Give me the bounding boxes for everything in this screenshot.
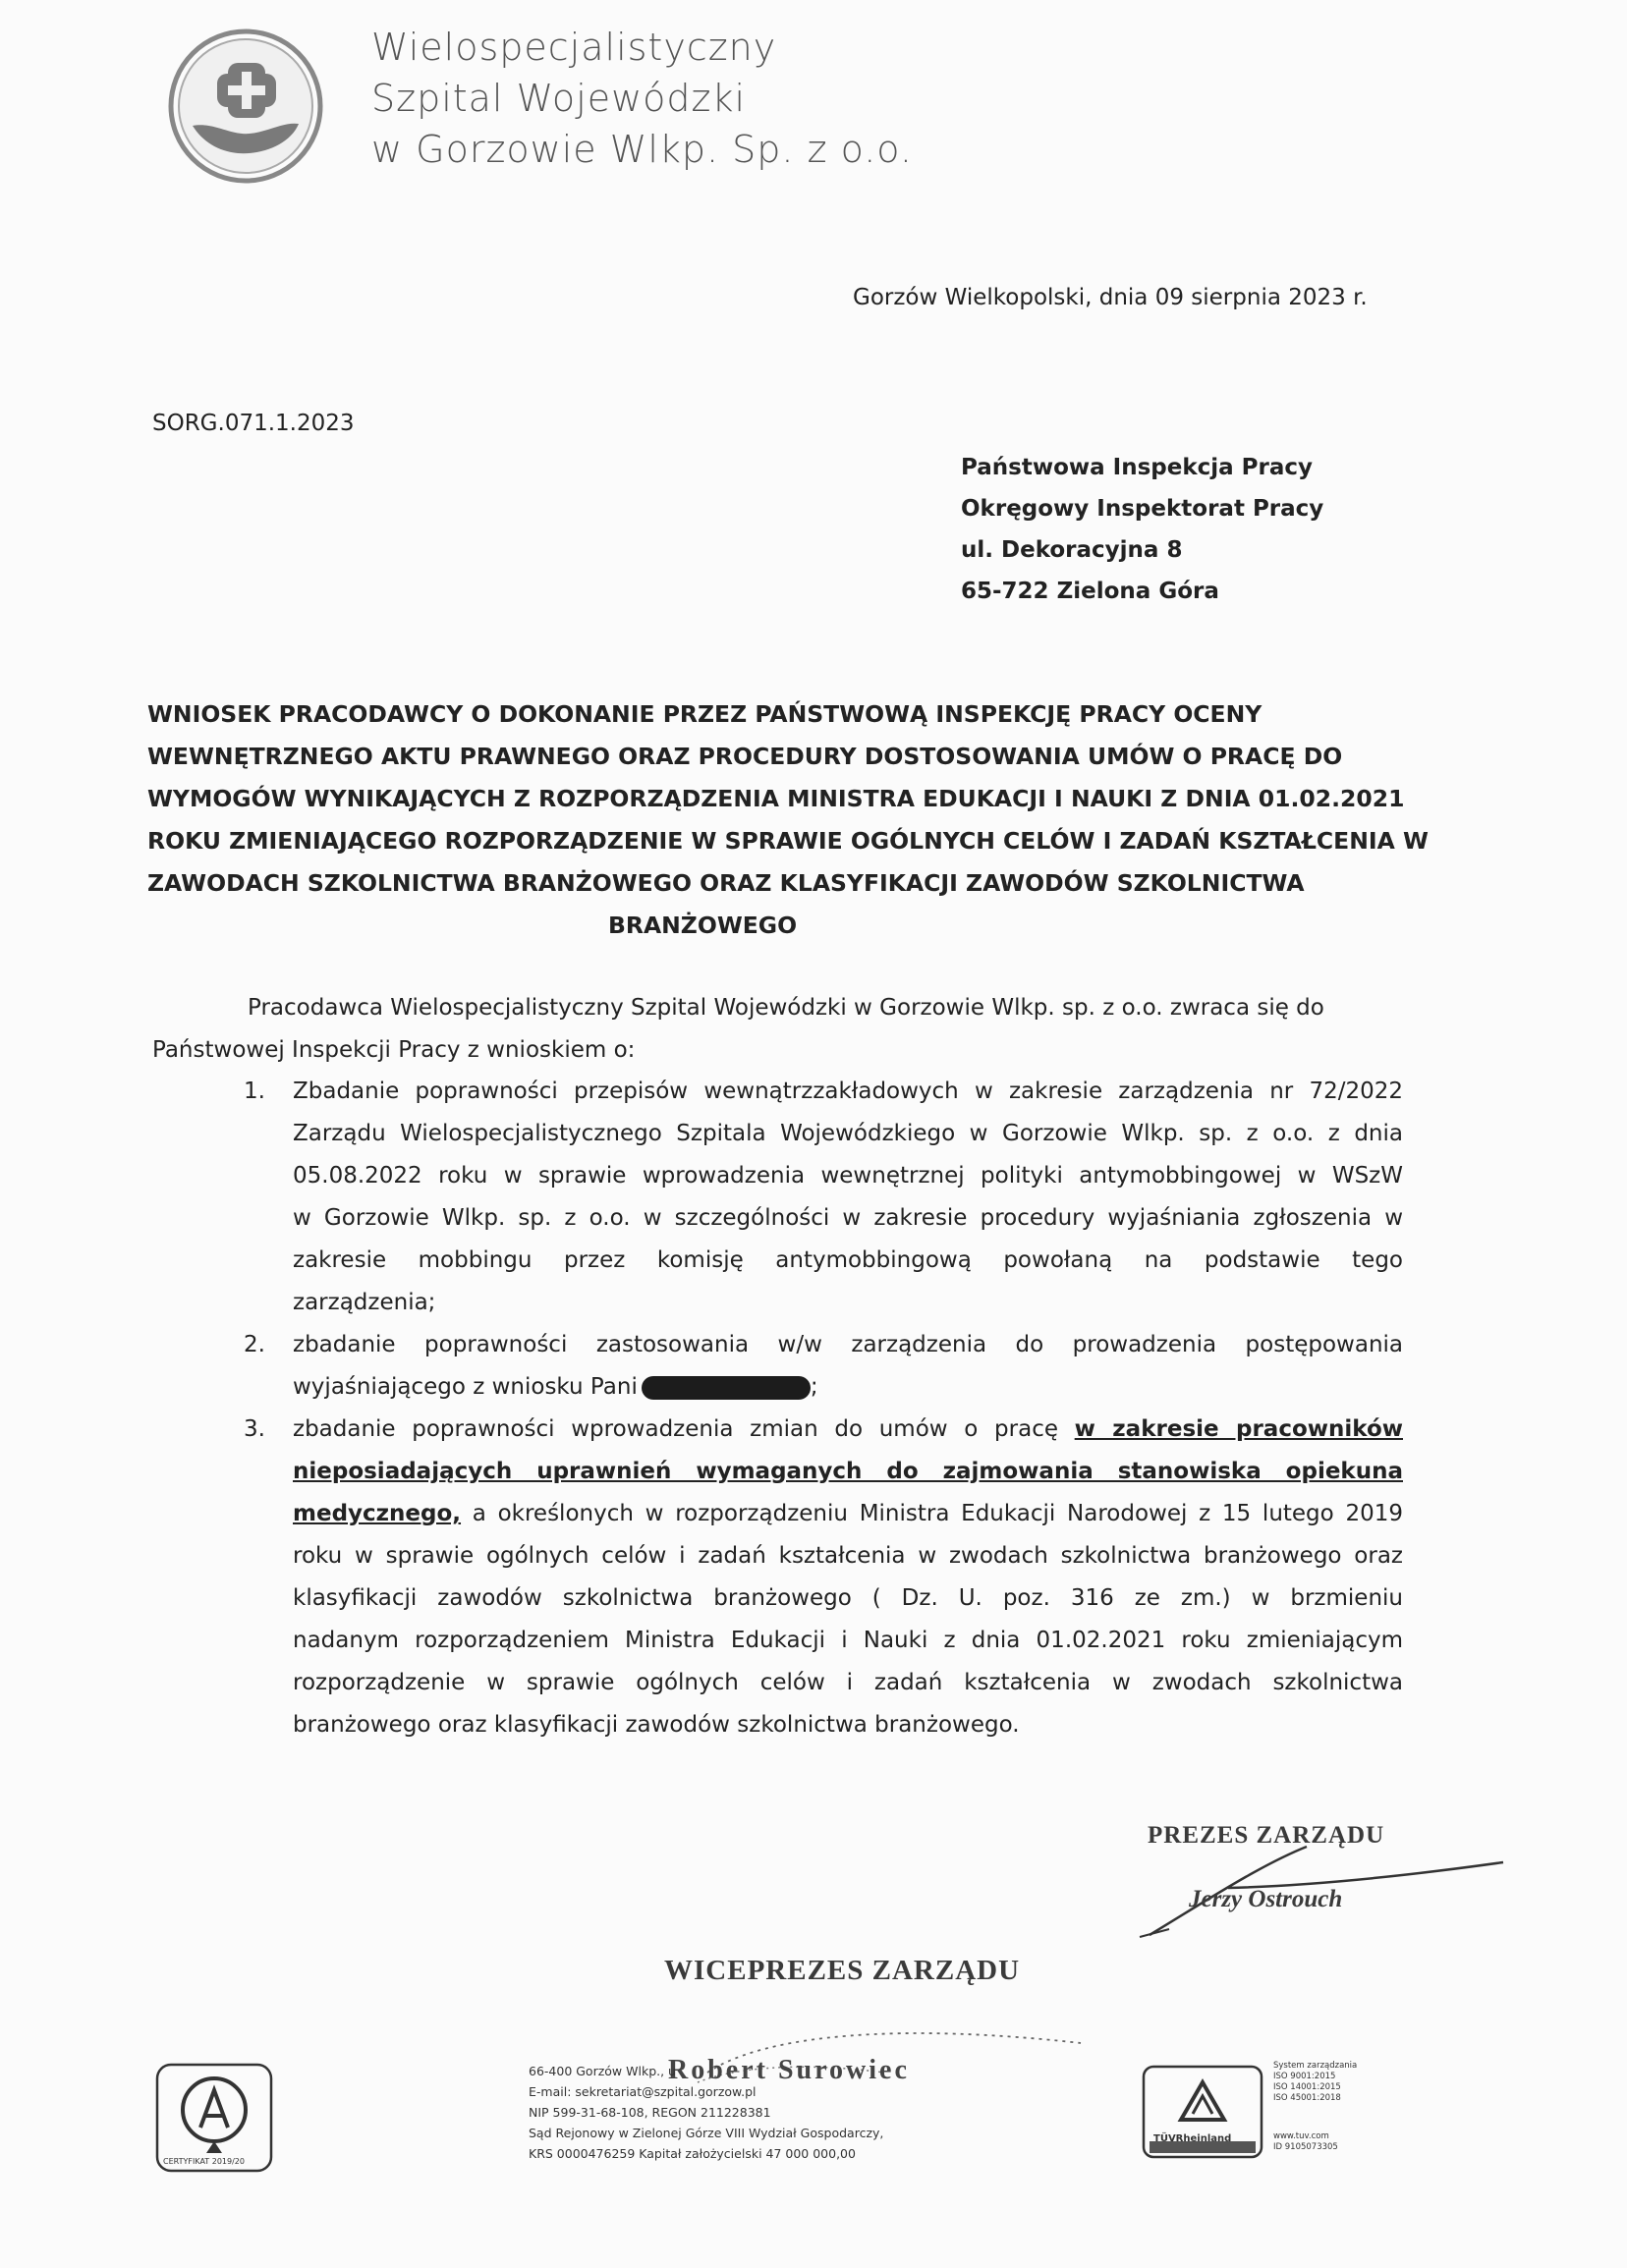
item-number: 3. [244,1416,265,1442]
prezes-stamp: PREZES ZARZĄDU [1148,1822,1385,1849]
addressee-block [961,447,1323,612]
footer-line: NIP 599-31-68-108, REGON 211228381 [529,2105,771,2120]
reference-number: SORG.071.1.2023 [152,411,355,436]
tuv-line: ISO 45001:2018 [1273,2093,1341,2103]
item-line: w Gorzowie Wlkp. sp. z o.o. w szczególności w zakresie procedury wyjaśniania zgłoszenia w [293,1205,1403,1231]
request-list [244,1071,1403,1746]
item-line: nadanym rozporządzeniem Ministra Edukacji i Nauki z dnia 01.02.2021 roku zmieniającym [293,1628,1403,1653]
title-line: ZAWODACH SZKOLNICTWA BRANŻOWEGO ORAZ KLASYFIKACJI ZAWODÓW SZKOLNICTWA [147,869,1305,897]
tuv-line: ISO 14001:2015 [1273,2082,1341,2092]
footer-info [529,2061,883,2164]
prezes-name: Jerzy Ostrouch [1189,1886,1343,1912]
date-line: Gorzów Wielkopolski, dnia 09 sierpnia 2023 r. [853,285,1368,310]
wiceprezes-name: Robert Surowiec [668,2055,910,2085]
addressee-line: ul. Dekoracyjna 8 [961,537,1183,563]
title-line: WNIOSEK PRACODAWCY O DOKONANIE PRZEZ PAŃSTWOWĄ INSPEKCJĘ PRACY OCENY [147,700,1262,728]
item-line [293,1409,1403,1451]
item-line: rozporządzenie w sprawie ogólnych celów i zadań kształcenia w zwodach szkolnictwa [293,1670,1403,1695]
footer-line: KRS 0000476259 Kapitał założycielski 47 000 000,00 [529,2146,856,2161]
item-text: zbadanie poprawności wprowadzenia zmian do umów o pracę [293,1416,1075,1442]
item-line: klasyfikacji zawodów szkolnictwa branżowego ( Dz. U. poz. 316 ze zm.) w brzmieniu [293,1585,1403,1611]
title-line: ROKU ZMIENIAJĄCEGO ROZPORZĄDZENIE W SPRAWIE OGÓLNYCH CELÓW I ZADAŃ KSZTAŁCENIA W [147,827,1429,855]
intro-paragraph [152,987,1405,1072]
tuv-certificate-icon [1142,2065,1263,2159]
item-line: zarządzenia; [293,1290,436,1315]
item-text: ; [810,1374,818,1400]
tuv-system-info [1273,2061,1357,2104]
footer-line: 66-400 Gorzów Wlkp., u [529,2064,676,2078]
tuv-line: www.tuv.com [1273,2131,1329,2141]
addressee-line: Okręgowy Inspektorat Pracy [961,496,1324,522]
underlined-text: medycznego, [293,1501,462,1526]
item-line: 05.08.2022 roku w sprawie wprowadzenia wewnętrznej polityki antymobbingowej w WSzW [293,1163,1403,1189]
logo-text [371,22,913,175]
title-line: WYMOGÓW WYNIKAJĄCYCH Z ROZPORZĄDZENIA MINISTRA EDUKACJI I NAUKI Z DNIA 01.02.2021 [147,785,1405,812]
item-number: 2. [244,1332,265,1357]
intro-line: Państwowej Inspekcji Pracy z wnioskiem o: [152,1037,636,1063]
underlined-text: w zakresie pracowników [1074,1416,1403,1442]
item-text: a określonych w rozporządzeniu Ministra Edukacji Narodowej z 15 lutego 2019 [461,1501,1403,1526]
item-line: zbadanie poprawności zastosowania w/w zarządzenia do prowadzenia postępowania [293,1332,1403,1357]
item-line: zakresie mobbingu przez komisję antymobbingową powołaną na podstawie tego [293,1247,1403,1273]
tuv-line: ID 9105073305 [1273,2142,1338,2152]
tuv-line: ISO 9001:2015 [1273,2072,1336,2081]
item-line [293,1366,1403,1409]
hospital-logo-icon [155,28,364,185]
document-title [147,693,1429,947]
logo-line-1: Wielospecjalistyczny [371,26,777,69]
item-line: Zarządu Wielospecjalistycznego Szpitala Wojewódzkiego w Gorzowie Wlkp. sp. z o.o. z dnia [293,1121,1403,1146]
logo-line-3: w Gorzowie Wlkp. Sp. z o.o. [371,128,913,171]
wiceprezes-stamp: WICEPREZES ZARZĄDU [664,1955,1021,1986]
list-item [244,1071,1403,1324]
underlined-text: nieposiadających uprawnień wymaganych do zajmowania stanowiska opiekuna [293,1459,1403,1484]
tuv-line: System zarządzania [1273,2061,1358,2071]
addressee-line: 65-722 Zielona Góra [961,579,1219,604]
logo-line-2: Szpital Wojewódzki [371,77,747,120]
list-item [244,1324,1403,1409]
title-line: WEWNĘTRZNEGO AKTU PRAWNEGO ORAZ PROCEDURY DOSTOSOWANIA UMÓW O PRACĘ DO [147,743,1343,770]
intro-line: Pracodawca Wielospecjalistyczny Szpital Wojewódzki w Gorzowie Wlkp. sp. z o.o. zwraca się do [248,995,1324,1021]
list-item [244,1409,1403,1746]
title-line: BRANŻOWEGO [607,912,798,939]
tuv-label: TÜVRheinland [1153,2133,1232,2144]
addressee-line: Państwowa Inspekcja Pracy [961,455,1314,480]
item-number: 1. [244,1079,265,1104]
footer-line: E-mail: sekretariat@szpital.gorzow.pl [529,2084,757,2099]
item-line: branżowego oraz klasyfikacji zawodów szkolnictwa branżowego. [293,1712,1020,1738]
item-line: Zbadanie poprawności przepisów wewnątrzzakładowych w zakresie zarządzenia nr 72/2022 [293,1079,1403,1104]
redaction-mark [642,1376,811,1400]
item-text: wyjaśniającego z wniosku Pani [293,1374,638,1400]
certificate-label: CERTYFIKAT 2019/20 [163,2157,245,2166]
item-line: roku w sprawie ogólnych celów i zadań kształcenia w zwodach szkolnictwa branżowego oraz [293,1543,1403,1569]
footer-line: Sąd Rejonowy w Zielonej Górze VIII Wydział Gospodarczy, [529,2126,884,2140]
tuv-id-info [1273,2131,1338,2153]
item-line [293,1493,1403,1535]
